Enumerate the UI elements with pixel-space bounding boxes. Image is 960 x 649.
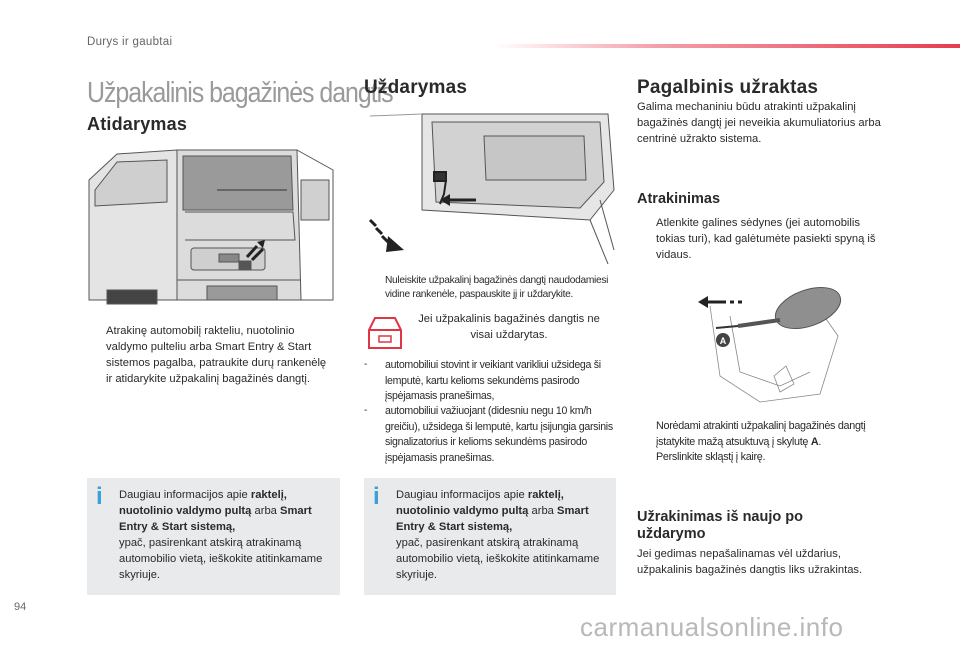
info-icon: i bbox=[96, 483, 103, 510]
heading-emergency-lock: Pagalbinis užraktas bbox=[637, 77, 819, 98]
page-title: Užpakalinis bagažinės dangtis bbox=[87, 77, 393, 109]
unlock-step-seats: Atlenkite galines sėdynes (jei automobilis tokias turi), kad galėtumėte pasiekti spyną iš vidaus. bbox=[656, 217, 876, 261]
list-item: automobiliui stovint ir veikiant varikliui užsidega ši lemputė, kartu kelioms sekundėms pasirodo įspėjamasis pranešimas, bbox=[385, 359, 601, 402]
list-item: automobiliui važiuojant (didesniu negu 10 km/h greičiu), užsidega ši lemputė, kartu įsijungia garsinis signalizatorius ir kelioms sekundėms pasirodo įspėjamasis pranešimas. bbox=[385, 405, 613, 464]
info-box-remote bbox=[364, 478, 616, 595]
list-dash: - bbox=[364, 359, 368, 370]
info-text: Daugiau informacijos apie raktelį, nuotolinio valdymo pultą arba Smart Entry & Start sistemą, ypač, pasirenkant atskirą atrakinamą automobilio vietą, ieškokite atitinkamame skyriuje. bbox=[396, 489, 600, 581]
info-text: Daugiau informacijos apie raktelį, nuotolinio valdymo pultą arba Smart Entry & Start sistemą, ypač, pasirenkant atskirą atrakinamą automobilio vietą, ieškokite atitinkamame skyriuje. bbox=[119, 489, 323, 581]
tailgate-handle-illustration bbox=[364, 110, 616, 264]
info-box-remote bbox=[87, 478, 340, 595]
van-rear-illustration bbox=[87, 140, 337, 312]
heading-unlocking: Atrakinimas bbox=[637, 191, 721, 207]
section-label: Durys ir gaubtai bbox=[87, 36, 173, 48]
heading-closing: Uždarymas bbox=[364, 77, 468, 98]
emergency-lock-intro: Galima mechaniniu būdu atrakinti užpakalinį bagažinės dangtį jei neveikia akumuliatorius arba centrinė užrakto sistema. bbox=[637, 101, 881, 145]
opening-instruction: Atrakinę automobilį rakteliu, nuotolinio valdymo pulteliu arba Smart Entry & Start sistemos pagalba, patraukite durų rankenėlę ir atidarykite užpakalinį bagažinės dangtį. bbox=[106, 325, 327, 385]
unlock-step-screwdriver: Norėdami atrakinti užpakalinį bagažinės dangtį įstatykite mažą atsuktuvą į skylutę A. bbox=[656, 420, 866, 448]
page-number: 94 bbox=[14, 601, 27, 613]
heading-relocking: Užrakinimas iš naujo po uždarymo bbox=[637, 509, 803, 542]
relock-text: Jei gedimas nepašalinamas vėl uždarius, užpakalinis bagažinės dangtis liks užrakintas. bbox=[637, 548, 863, 576]
warning-text: Jei užpakalinis bagažinės dangtis ne visai uždarytas. bbox=[418, 313, 600, 341]
heading-opening: Atidarymas bbox=[87, 114, 188, 134]
marker-a-label: A bbox=[719, 336, 727, 346]
watermark: carmanualsonline.info bbox=[580, 612, 844, 642]
open-door-warning-icon bbox=[367, 312, 403, 352]
list-dash: - bbox=[364, 405, 368, 416]
header-accent-bar bbox=[493, 44, 960, 48]
unlock-step-slide: Perslinkite skląstį į kairę. bbox=[656, 451, 766, 463]
info-icon: i bbox=[373, 483, 380, 510]
closing-instruction: Nuleiskite užpakalinį bagažinės dangtį naudodamiesi vidine rankenėle, paspauskite jį ir uždarykite. bbox=[385, 275, 609, 300]
lock-mechanism-illustration bbox=[690, 276, 850, 406]
